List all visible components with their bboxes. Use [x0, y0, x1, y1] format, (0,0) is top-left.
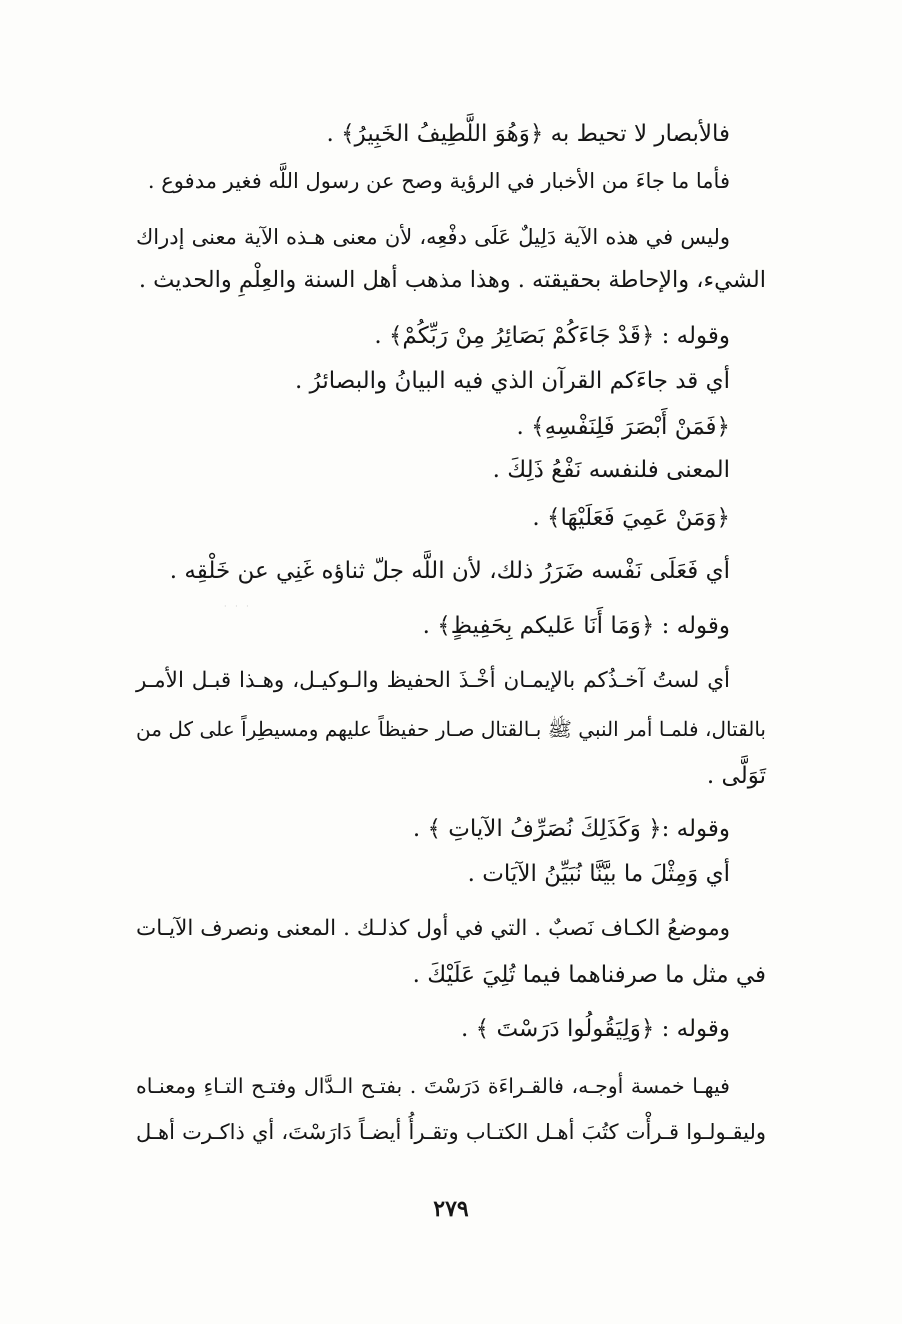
page-number: ٢٧٩	[433, 1196, 469, 1222]
text-line: وقوله :﴿ وَكَذَلِكَ نُصَرِّفُ الآياتِ ﴾ .	[412, 816, 730, 842]
text-line: المعنى فلنفسه نَفْعُ ذَلِكَ .	[492, 457, 730, 483]
text-line: أي لستُ آخـذُكم بالإيمـان أخْـذَ الحفيظ والـوكيـل، وهـذا قبـل الأمـر	[136, 668, 730, 693]
text-line: وقوله : ﴿قَدْ جَاءَكُمْ بَصَائِرُ مِنْ رَبِّكُمْ﴾ .	[374, 323, 730, 349]
text-line: الشيء، والإحاطة بحقيقته . وهذا مذهب أهل السنة والعِلْمِ والحديث .	[138, 267, 766, 293]
text-line: وليقـولـوا قـرأْت كتُبَ أهـل الكتـاب وتقـرأُ أيضـاً دَارَسْتَ، أي ذاكـرت أهـل	[136, 1120, 766, 1144]
text-line: وقوله : ﴿وَمَا أَنَا عَليكم بِحَفِيظٍ﴾ .	[422, 613, 730, 639]
text-line: أي قد جاءَكم القرآن الذي فيه البيانُ والبصائرُ .	[295, 368, 730, 394]
text-line: ﴿وَمَنْ عَمِيَ فَعَلَيْهَا﴾ .	[532, 505, 730, 531]
text-line: وليس في هذه الآية دَلِيلٌ عَلَى دفْعِه، لأن معنى هـذه الآية معنى إدراك	[136, 225, 730, 249]
text-line: وقوله : ﴿وَلِيَقُولُوا دَرَسْتَ ﴾ .	[461, 1016, 730, 1042]
text-line: فأما ما جاءَ من الأخبار في الرؤية وصح عن رسول اللَّه فغير مدفوع .	[147, 169, 730, 193]
text-line: بالقتال، فلمـا أمر النبي ﷺ بـالقتال صـار حفيظاً عليهم ومسيطِراً على كل من	[136, 717, 766, 741]
text-line: ﴿فَمَنْ أَبْصَرَ فَلِنَفْسِهِ﴾ .	[516, 414, 730, 440]
text-line: فالأبصار لا تحيط به ﴿وَهُوَ اللَّطِيفُ الخَبِيرُ﴾ .	[326, 121, 730, 147]
text-line: وموضعُ الكـاف نَصبٌ . التي في أول كذلـك . المعنى ونصرف الآيـات	[136, 916, 730, 941]
text-line: أي فَعَلَى نَفْسه ضَرَرُ ذلك، لأن اللَّه جلّ ثناؤه غَنِي عن خَلْقِه .	[169, 558, 730, 584]
text-line: تَوَلَّى .	[706, 763, 766, 789]
text-line: فيهـا خمسة أوجـه، فالقـراءَة دَرَسْتَ . بفتـح الـدَّال وفتـح التـاءِ ومعنـاه	[136, 1074, 730, 1098]
text-line: أي وَمِثْلَ ما بيَّنَّا نُبَيِّنُ الآيَات .	[467, 861, 730, 887]
text-line: في مثل ما صرفناهما فيما تُلِيَ عَلَيْكَ .	[412, 962, 766, 988]
scan-speck: · · ·	[224, 602, 252, 611]
